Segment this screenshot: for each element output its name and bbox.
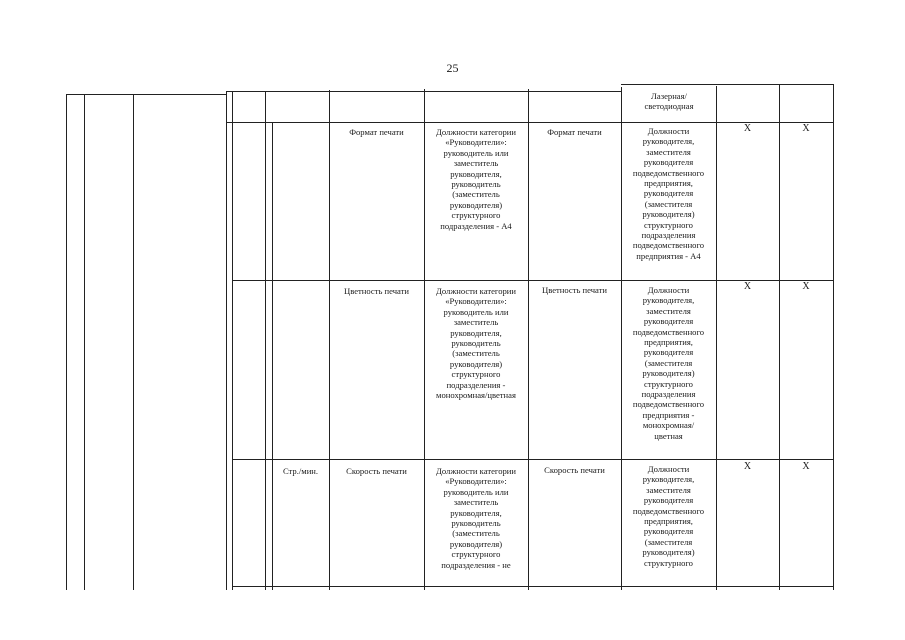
table-border	[232, 586, 834, 587]
row3-mark-1: X	[743, 461, 752, 472]
table-border	[265, 92, 266, 590]
row1-mark-2: X	[802, 123, 810, 134]
row2-mark-2: X	[802, 281, 810, 292]
row2-mark-1: X	[743, 281, 752, 292]
table-border	[84, 94, 85, 590]
row2-param-value: Должности категории «Руководители»: руководитель или заместитель руководителя, руководитель (заместитель руководителя) структурного подразделения - монохромная/цветная	[435, 286, 516, 401]
table-border	[779, 85, 780, 590]
row1-mark-1: X	[743, 123, 752, 134]
table-border	[226, 92, 227, 590]
row1-param-name-2: Формат печати	[547, 127, 602, 137]
row2-param-name: Цветность печати	[344, 286, 409, 296]
table-border	[329, 90, 330, 590]
row3-param-name-2: Скорость печати	[544, 465, 605, 475]
table-border	[133, 94, 134, 590]
table-border	[272, 122, 273, 590]
table-border	[833, 84, 834, 590]
row1-param-name: Формат печати	[349, 127, 404, 137]
row2-param-value-2: Должности руководителя, заместителя руководителя подведомственного предприятия, руководителя (заместителя руководителя) структурного подразделения подведомственного предприятия - монохромная/ цветная	[632, 285, 705, 441]
row3-mark-2: X	[802, 461, 810, 472]
table-border	[66, 94, 226, 95]
row3-param-value-2: Должности руководителя, заместителя руководителя подведомственного предприятия, руководителя (заместителя руководителя) структурного	[632, 464, 705, 568]
table-border	[232, 92, 233, 590]
table-border	[232, 459, 834, 460]
row3-unit: Стр./мин.	[282, 466, 319, 476]
row3-param-value: Должности категории «Руководители»: руководитель или заместитель руководителя, руководитель (заместитель руководителя) структурного подразделения - не	[435, 466, 516, 570]
table-border	[66, 94, 67, 590]
page-number: 25	[446, 61, 459, 75]
table-border	[528, 89, 529, 590]
table-border	[621, 84, 834, 85]
table-border	[716, 86, 717, 590]
row2-param-name-2: Цветность печати	[542, 285, 607, 295]
table-border	[226, 91, 621, 92]
header-cell-print-type: Лазерная/ светодиодная	[644, 91, 694, 112]
row3-param-name: Скорость печати	[346, 466, 407, 476]
row1-param-value-2: Должности руководителя, заместителя руководителя подведомственного предприятия, руководителя (заместителя руководителя) структурного подразделения подведомственного предприятия - А4	[632, 126, 705, 261]
row1-param-value: Должности категории «Руководители»: руководитель или заместитель руководителя, руководитель (заместитель руководителя) структурного подразделения - А4	[435, 127, 516, 231]
